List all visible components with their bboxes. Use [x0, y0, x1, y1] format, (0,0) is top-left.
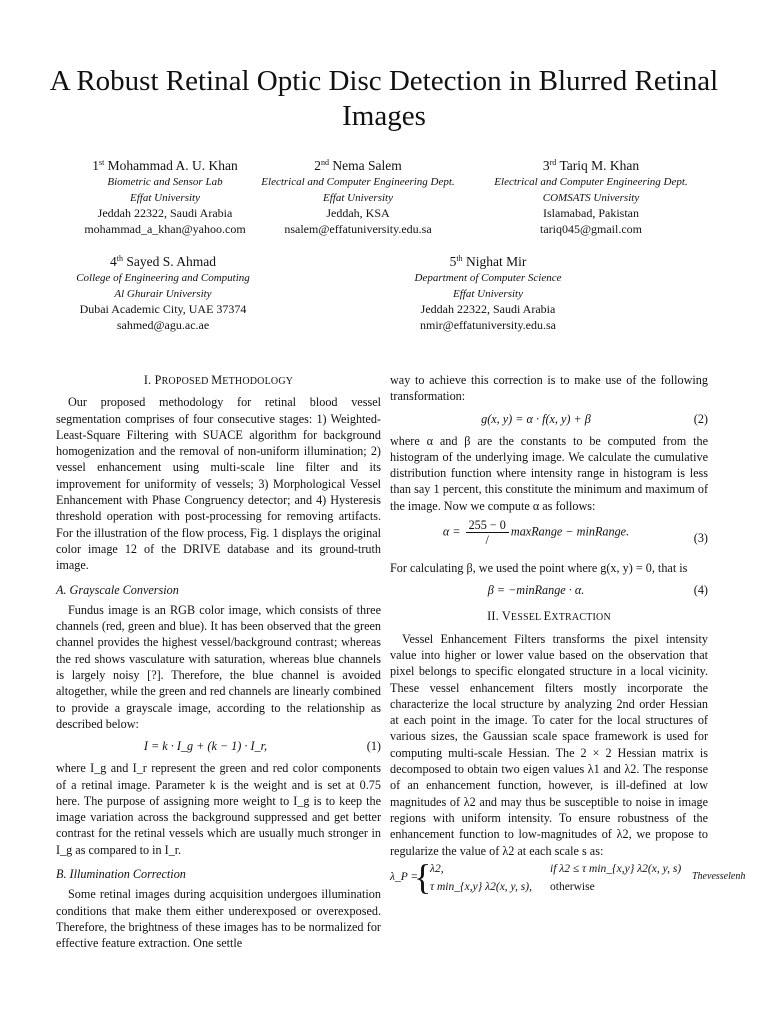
subsection-heading-illumination: B. Illumination Correction [56, 867, 186, 882]
paragraph-transformation-intro: way to achieve this correction is to make use of the following transformation: [390, 373, 708, 404]
author-name-5: 5th Nighat Mir [449, 254, 527, 269]
author-email-5: nmir@effatuniversity.edu.sa [419, 317, 556, 332]
paragraph-methodology: Our proposed methodology for retinal blood vessel segmentation comprises of four consecutive stages: 1) Weighted-Least-Square Filtering with SUACE algorithm for background homogenization and the removal of non-uniform illumination; 2) vessel enhancement using multi-scale line filter and its improvement for uniformity of vessels; 3) Morphological Vessel Enhancement with Phase Congruency detector; and 4) Hysteresis threshold operation with post-processing for removing artifacts. For the illustration of the flow process, Fig. 1 displays the original color image 12 of the DRIVE database and its ground-truth image. [56, 395, 381, 573]
equation-5 [390, 856, 746, 899]
equation-3-fraction: $\frac{255 - 0}{/}$ [466, 518, 509, 547]
author-email-3: tariq045@gmail.com [539, 221, 643, 236]
equation-3 [390, 514, 708, 560]
equation-5-overflow-text: Thevesselenh [692, 870, 746, 882]
paragraph-alpha-beta: where α and β are the constants to be computed from the histogram of the underlying image. We calculate the cumulative distribution function where intensity range in histogram is less than say 1 percent, this constitute the minimum and maximum of the image. Now we compute α as follows: [390, 433, 708, 513]
author-name-2: 2nd Nema Salem [314, 158, 402, 173]
author-name-3: 3rd Tariq M. Khan [542, 158, 640, 173]
equation-5-brace: { [414, 856, 432, 897]
equation-5-lhs: λ_P = [390, 870, 419, 883]
left-column [56, 372, 381, 952]
author-affil-4: College of Engineering and Computing [76, 272, 250, 284]
equation-3-body: α = $\frac{255 - 0}{/}$ maxRange − minRange. [442, 518, 630, 548]
section-heading-proposed-methodology: I. PROPOSED METHODOLOGY [143, 373, 294, 387]
author-affil-1: Biometric and Sensor Lab [107, 176, 223, 188]
author-address-1: Jeddah 22322, Saudi Arabia [97, 206, 233, 220]
author-email-4: sahmed@agu.ac.ae [116, 317, 210, 332]
author-name-4: 4th Sayed S. Ahmad [110, 254, 216, 269]
equation-5-condition-1: if λ2 ≤ τ min_{x,y} λ2(x, y, s) [550, 862, 682, 875]
equation-4 [390, 576, 708, 604]
author-email-1: mohammad_a_khan@yahoo.com [84, 221, 246, 236]
author-inst-2: Effat University [323, 191, 393, 204]
equation-2 [390, 405, 708, 433]
equation-2-body: g(x, y) = α · f(x, y) + β [481, 411, 591, 426]
equation-3-number: (3) [693, 531, 708, 546]
author-address-4: Dubai Academic City, UAE 37374 [79, 302, 247, 316]
author-block-5 [380, 250, 596, 333]
paragraph-beta: For calculating β, we used the point where g(x, y) = 0, that is [390, 561, 688, 576]
equation-1 [56, 732, 381, 760]
author-block-4 [50, 250, 276, 333]
author-affil-5: Department of Computer Science [414, 272, 562, 284]
author-block-3 [476, 154, 706, 237]
equation-5-case-1: λ2, [430, 862, 444, 875]
author-affil-2: Electrical and Computer Engineering Dept. [261, 176, 455, 188]
author-address-3: Islamabad, Pakistan [543, 206, 639, 220]
author-inst-4: Al Ghurair University [114, 287, 212, 300]
equation-2-number: (2) [693, 411, 708, 426]
equation-4-body: β = −minRange · α. [487, 583, 585, 598]
author-email-2: nsalem@effatuniversity.edu.sa [284, 221, 432, 236]
equation-4-number: (4) [693, 583, 708, 598]
paragraph-grayscale: Fundus image is an RGB color image, which consists of three channels (red, green and blue). It has been observed that the green channel provides the highest vessel/background contrast; whereas the red shows vasculature with saturation, whereas blue channels is largely noisy [?]. Therefore, the blue channel is avoided altogether, while the green and red channels are linearly combined to provide a grayscale image, according to the relationship as described below: [56, 602, 381, 731]
paragraph-weight-parameter: where I_g and I_r represent the green and red color components of a retinal image. Parameter k is the weight and is set at 0.75 here. The purpose of assigning more weight to I_g is to keep the image variation across the background suppressed and get better contrast for the retinal vessels which are usually much stronger in I_g as compared to in I_r. [56, 761, 381, 857]
paragraph-vessel-enhancement: Vessel Enhancement Filters transforms the pixel intensity value into higher or lower value based on the observation that pixel belongs to specific elongated structure in a local vicinity. These vessel enhancement filters mostly incorporate the characterize the local structure by analyzing 2nd order Hessian at each point in the image. To cater for the local structures of various sizes, the Gaussian scale space framework is used for computing multi-scale Hessian. The 2 × 2 Hessian matrix is decomposed to obtain two eigen values λ1 and λ2. The response of an enhancement function, however, is ill-defined at low magnitudes of λ2 and may thus be susceptible to noise in image regions with uniform intensity. To ensure robustness of the enhancement function to low-magnitudes of λ2, we propose to regularize the value of λ2 at each scale s as: [390, 631, 708, 858]
author-inst-1: Effat University [130, 191, 200, 204]
subsection-heading-grayscale: A. Grayscale Conversion [56, 582, 179, 597]
equation-1-body: I = k · I_g + (k − 1) · I_r, [143, 739, 268, 754]
author-inst-3: COMSATS University [542, 191, 640, 204]
author-name-1: 1st Mohammad A. U. Khan [92, 158, 238, 173]
author-address-5: Jeddah 22322, Saudi Arabia [420, 302, 556, 316]
paper-title: A Robust Retinal Optic Disc Detection in Blurred Retinal Images [49, 65, 719, 132]
equation-1-number: (1) [366, 739, 381, 754]
equation-5-condition-2: otherwise [550, 880, 595, 893]
equation-5-case-2: τ min_{x,y} λ2(x, y, s), [430, 880, 532, 893]
author-inst-5: Effat University [453, 287, 523, 300]
section-heading-vessel-extraction: II. VESSEL EXTRACTION [487, 609, 611, 624]
author-affil-3: Electrical and Computer Engineering Dept. [494, 176, 688, 188]
paragraph-illumination: Some retinal images during acquisition undergoes illumination conditions that make them either underexposed or overexposed. Therefore, the brightness of these images has to be normalized for effective feature extraction. One settle [56, 887, 381, 951]
author-block-2 [243, 154, 473, 237]
author-address-2: Jeddah, KSA [326, 206, 390, 220]
right-column [390, 372, 746, 899]
